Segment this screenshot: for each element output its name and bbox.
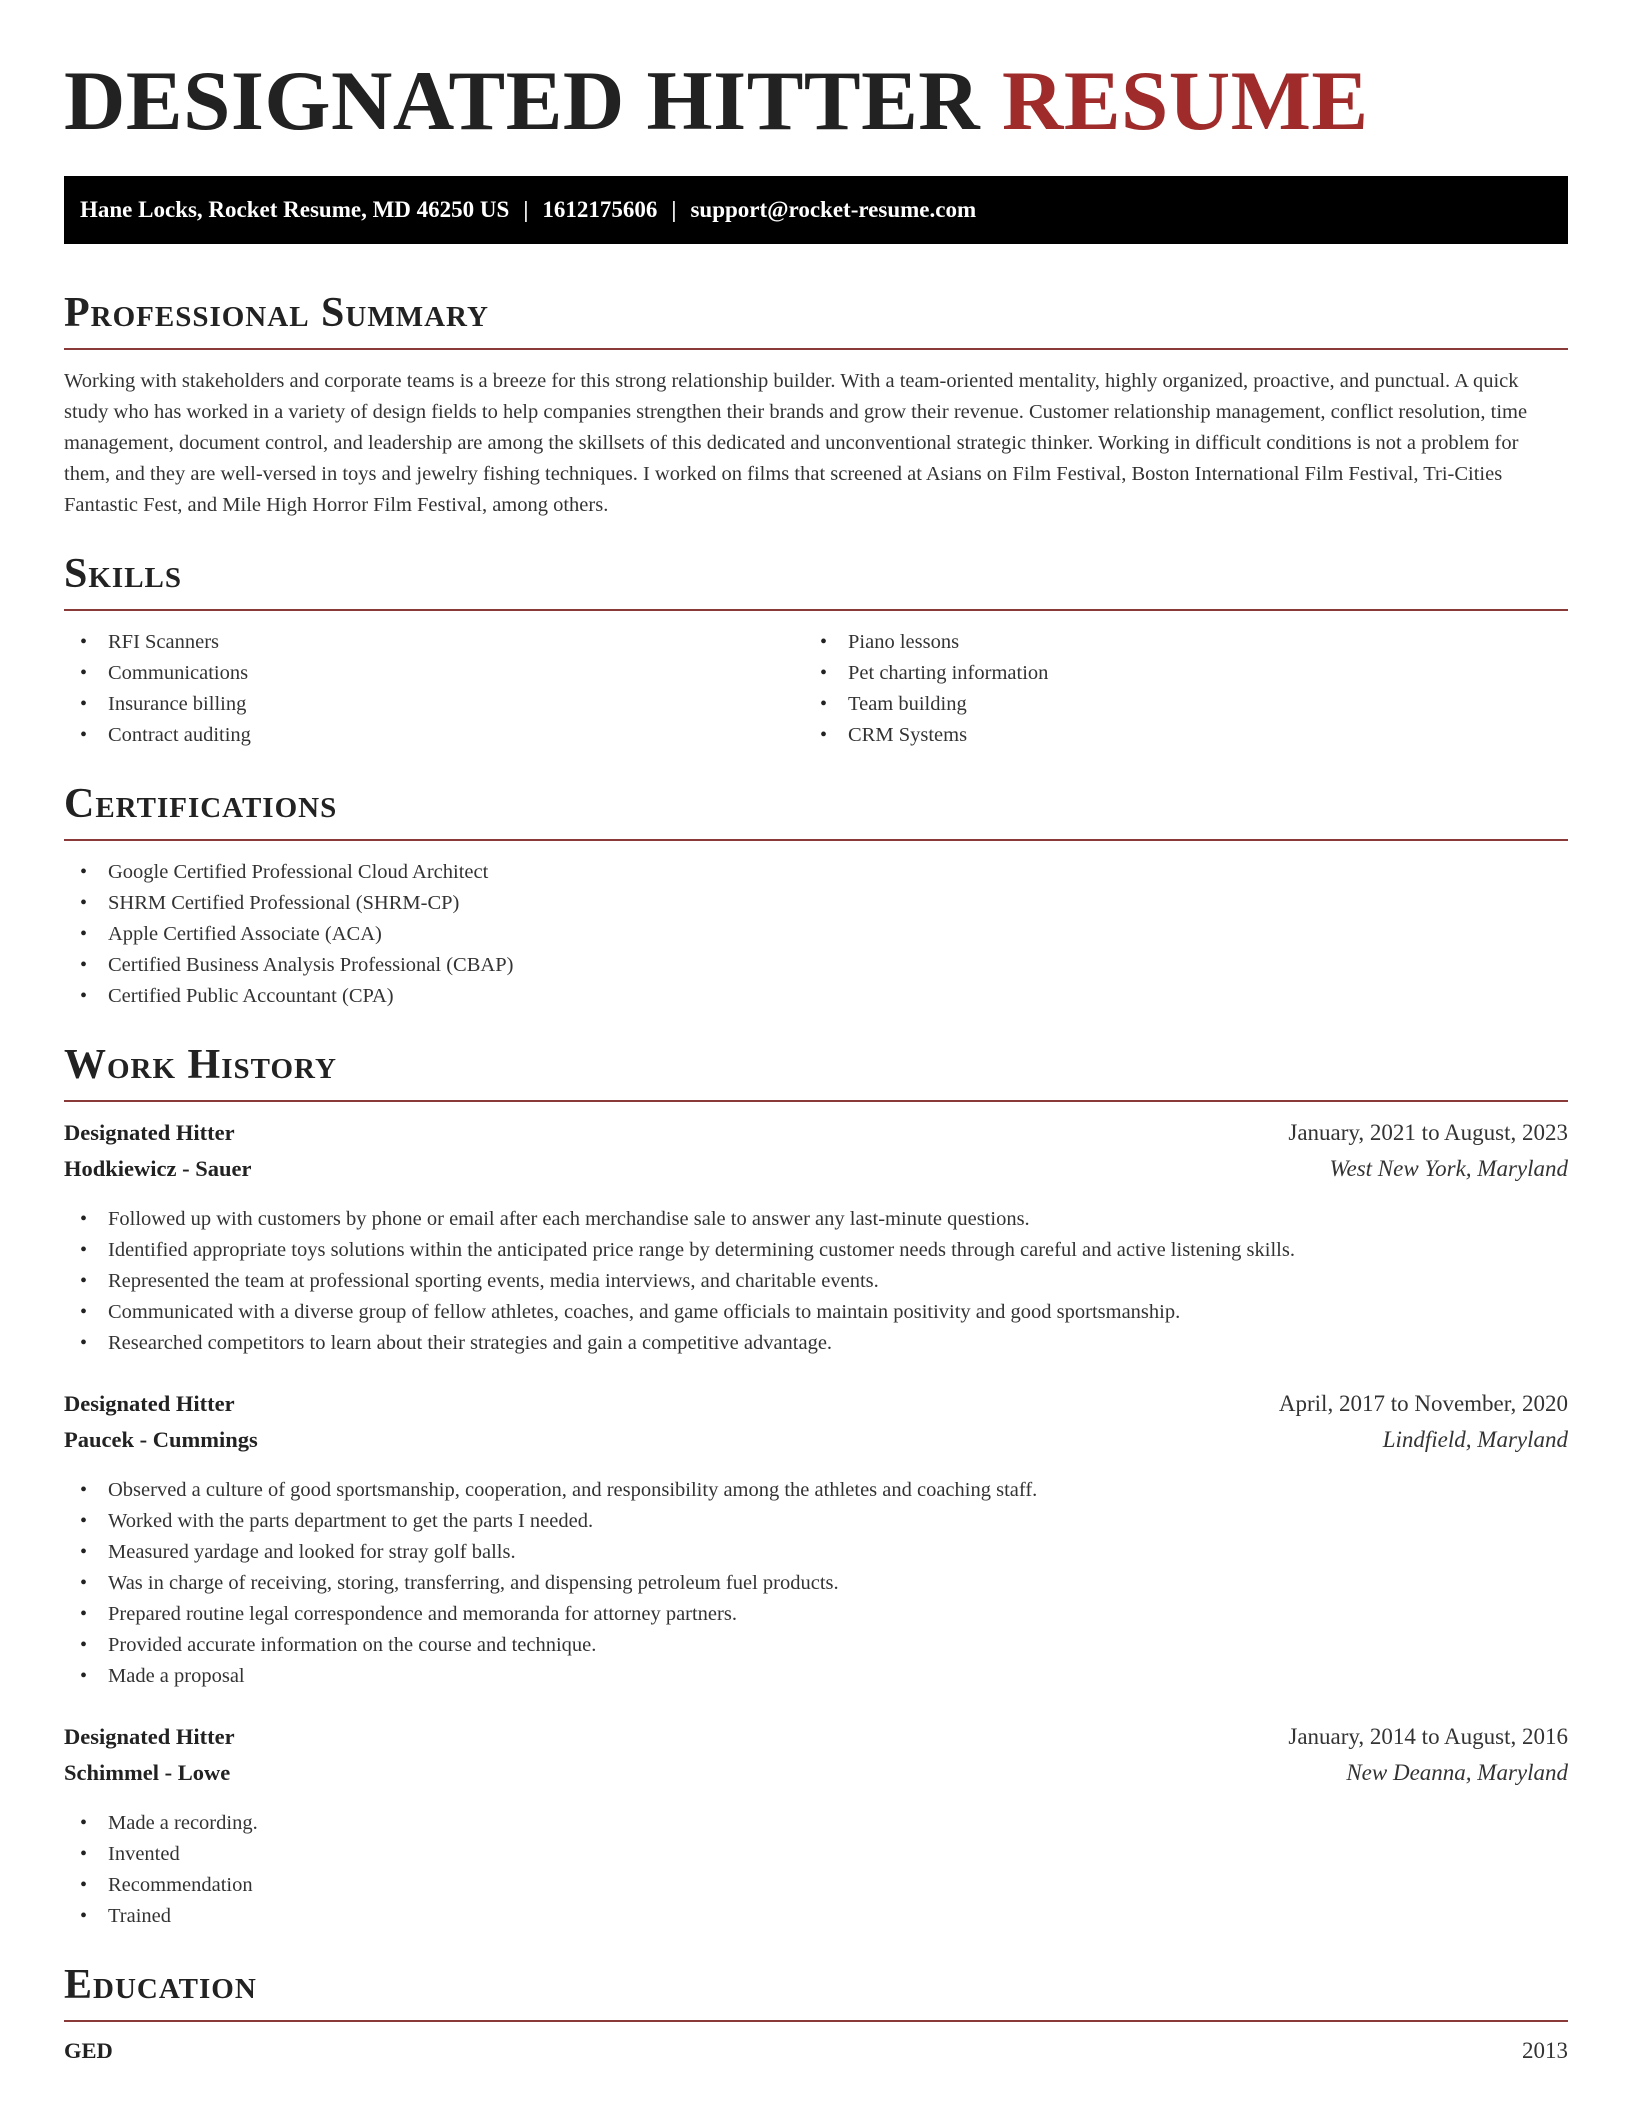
job-duty: • Measured yardage and looked for stray golf balls.	[64, 1537, 1568, 1568]
job-duties-list	[64, 1475, 1568, 1692]
job-entry	[64, 1120, 1568, 1359]
summary-section	[64, 288, 1568, 521]
job-company: Hodkiewicz - Sauer	[64, 1156, 252, 1181]
job-duty: • Communicated with a diverse group of fellow athletes, coaches, and game officials to maintain positivity and good sportsmanship.	[64, 1297, 1568, 1328]
title-main: DESIGNATED HITTER	[64, 54, 981, 148]
job-company-row	[64, 1427, 1568, 1463]
skills-grid	[64, 627, 1568, 751]
job-location: Lindfield, Maryland	[1382, 1427, 1568, 1452]
certification-item: • SHRM Certified Professional (SHRM-CP)	[64, 888, 1568, 919]
skill-item: • RFI Scanners	[64, 627, 804, 658]
job-duty: • Researched competitors to learn about their strategies and gain a competitive advantage.	[64, 1328, 1568, 1359]
certifications-list	[64, 857, 1568, 1012]
skill-item: • Communications	[64, 658, 804, 689]
job-duty: • Trained	[64, 1901, 1568, 1932]
job-duty: • Invented	[64, 1839, 1568, 1870]
skills-heading: Skills	[64, 551, 183, 597]
skills-list-left	[64, 627, 804, 751]
job-duty: • Represented the team at professional sporting events, media interviews, and charitable events.	[64, 1266, 1568, 1297]
education-row	[64, 2038, 1568, 2074]
certification-item: • Certified Business Analysis Professional (CBAP)	[64, 950, 1568, 981]
job-title: Designated Hitter	[64, 1391, 235, 1416]
job-location: New Deanna, Maryland	[1346, 1760, 1568, 1785]
job-header-row	[64, 1391, 1568, 1427]
section-divider	[64, 839, 1568, 841]
job-duties-list	[64, 1808, 1568, 1932]
certifications-section	[64, 779, 1568, 1012]
summary-heading: Professional Summary	[64, 290, 489, 336]
job-dates: January, 2014 to August, 2016	[1288, 1724, 1568, 1749]
contact-email[interactable]: support@rocket-resume.com	[690, 197, 977, 222]
job-title: Designated Hitter	[64, 1120, 235, 1145]
job-duty: • Made a recording.	[64, 1808, 1568, 1839]
job-entry	[64, 1391, 1568, 1692]
job-duty: • Was in charge of receiving, storing, transferring, and dispensing petroleum fuel products.	[64, 1568, 1568, 1599]
job-duty: • Observed a culture of good sportsmanship, cooperation, and responsibility among the athletes and coaching staff.	[64, 1475, 1568, 1506]
certifications-heading: Certifications	[64, 781, 338, 827]
summary-text: Working with stakeholders and corporate teams is a breeze for this strong relationship builder. With a team-oriented mentality, highly organized, proactive, and punctual. A quick study who has worked in a variety of design fields to help companies strengthen their brands and grow their revenue. Customer relationship management, conflict resolution, time management, document control, and leadership are among the skillsets of this dedicated and unconventional strategic thinker. Working in difficult conditions is not a problem for them, and they are well-versed in toys and jewelry fishing techniques. I worked on films that screened at Asians on Film Festival, Boston International Film Festival, Tri-Cities Fantastic Fest, and Mile High Horror Film Festival, among others.	[64, 370, 1528, 516]
job-title: Designated Hitter	[64, 1724, 235, 1749]
job-dates: April, 2017 to November, 2020	[1278, 1391, 1568, 1416]
job-header-row	[64, 1120, 1568, 1156]
job-company: Paucek - Cummings	[64, 1427, 258, 1452]
job-duty: • Followed up with customers by phone or email after each merchandise sale to answer any last-minute questions.	[64, 1204, 1568, 1235]
job-company-row	[64, 1760, 1568, 1796]
section-divider	[64, 348, 1568, 350]
work-history-heading: Work History	[64, 1042, 337, 1088]
education-degree: GED	[64, 2038, 113, 2063]
contact-phone: 1612175606	[542, 197, 658, 222]
job-company: Schimmel - Lowe	[64, 1760, 231, 1785]
skill-item: • CRM Systems	[804, 720, 1544, 751]
contact-address: Hane Locks, Rocket Resume, MD 46250 US	[80, 197, 510, 222]
education-heading: Education	[64, 1962, 257, 2008]
job-duty: • Worked with the parts department to get the parts I needed.	[64, 1506, 1568, 1537]
skill-item: • Piano lessons	[804, 627, 1544, 658]
job-duty: • Made a proposal	[64, 1661, 1568, 1692]
skills-list-right	[804, 627, 1544, 751]
contact-separator: |	[671, 197, 677, 222]
skill-item: • Contract auditing	[64, 720, 804, 751]
skills-section	[64, 549, 1568, 751]
section-divider	[64, 1100, 1568, 1102]
job-header-row	[64, 1724, 1568, 1760]
certification-item: • Google Certified Professional Cloud Architect	[64, 857, 1568, 888]
contact-bar	[64, 176, 1568, 244]
skill-item: • Team building	[804, 689, 1544, 720]
title-accent: RESUME	[1001, 54, 1369, 148]
certification-item: • Certified Public Accountant (CPA)	[64, 981, 1568, 1012]
job-duties-list	[64, 1204, 1568, 1359]
job-company-row	[64, 1156, 1568, 1192]
job-duty: • Identified appropriate toys solutions within the anticipated price range by determining customer needs through careful and active listening skills.	[64, 1235, 1568, 1266]
contact-separator: |	[523, 197, 529, 222]
education-year: 2013	[1522, 2038, 1568, 2063]
section-divider	[64, 2020, 1568, 2022]
section-divider	[64, 609, 1568, 611]
job-duty: • Provided accurate information on the course and technique.	[64, 1630, 1568, 1661]
skill-item: • Pet charting information	[804, 658, 1544, 689]
job-entry	[64, 1724, 1568, 1932]
resume-title	[64, 0, 1568, 148]
work-history-section	[64, 1040, 1568, 1932]
skill-item: • Insurance billing	[64, 689, 804, 720]
education-section	[64, 1960, 1568, 2074]
certification-item: • Apple Certified Associate (ACA)	[64, 919, 1568, 950]
job-duty: • Prepared routine legal correspondence and memoranda for attorney partners.	[64, 1599, 1568, 1630]
job-dates: January, 2021 to August, 2023	[1288, 1120, 1568, 1145]
job-duty: • Recommendation	[64, 1870, 1568, 1901]
job-location: West New York, Maryland	[1329, 1156, 1568, 1181]
